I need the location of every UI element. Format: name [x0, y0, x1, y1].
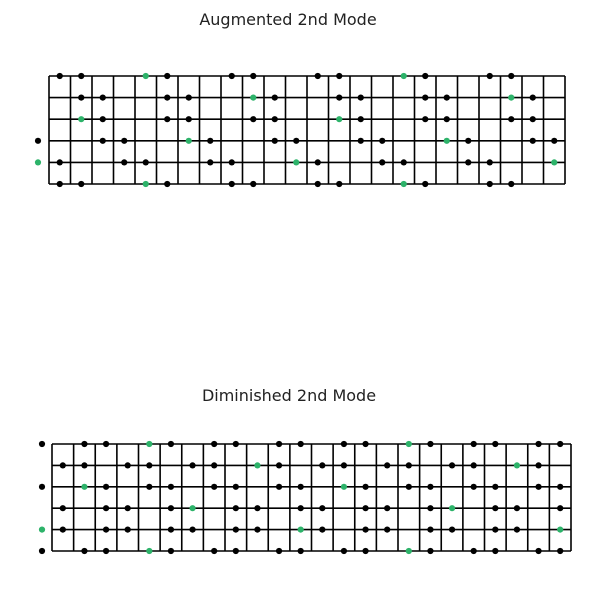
- scale-note-dot: [492, 505, 498, 511]
- open-note-dot: [39, 548, 45, 554]
- scale-note-dot: [100, 116, 106, 122]
- scale-note-dot: [57, 73, 63, 79]
- root-note-dot: [189, 505, 195, 511]
- scale-note-dot: [233, 505, 239, 511]
- scale-note-dot: [60, 527, 66, 533]
- scale-note-dot: [233, 484, 239, 490]
- root-note-dot: [298, 527, 304, 533]
- scale-note-dot: [233, 441, 239, 447]
- scale-note-dot: [557, 505, 563, 511]
- scale-note-dot: [164, 116, 170, 122]
- scale-note-dot: [362, 548, 368, 554]
- scale-note-dot: [336, 95, 342, 101]
- root-note-dot: [444, 138, 450, 144]
- scale-note-dot: [401, 159, 407, 165]
- scale-note-dot: [557, 548, 563, 554]
- scale-note-dot: [207, 138, 213, 144]
- scale-note-dot: [492, 441, 498, 447]
- scale-note-dot: [471, 462, 477, 468]
- scale-note-dot: [211, 462, 217, 468]
- scale-note-dot: [379, 159, 385, 165]
- scale-note-dot: [164, 181, 170, 187]
- scale-note-dot: [81, 462, 87, 468]
- root-note-dot: [336, 116, 342, 122]
- scale-note-dot: [298, 484, 304, 490]
- scale-note-dot: [168, 527, 174, 533]
- scale-note-dot: [487, 159, 493, 165]
- open-note-dot: [35, 138, 41, 144]
- scale-note-dot: [341, 462, 347, 468]
- scale-note-dot: [293, 138, 299, 144]
- scale-note-dot: [103, 484, 109, 490]
- scale-note-dot: [422, 73, 428, 79]
- scale-note-dot: [103, 527, 109, 533]
- scale-note-dot: [384, 505, 390, 511]
- scale-note-dot: [164, 73, 170, 79]
- scale-note-dot: [186, 116, 192, 122]
- scale-note-dot: [535, 462, 541, 468]
- open-root-note-dot: [35, 159, 41, 165]
- scale-note-dot: [358, 138, 364, 144]
- scale-note-dot: [100, 138, 106, 144]
- scale-note-dot: [406, 462, 412, 468]
- scale-note-dot: [508, 116, 514, 122]
- scale-note-dot: [530, 138, 536, 144]
- scale-note-dot: [121, 138, 127, 144]
- root-note-dot: [551, 159, 557, 165]
- scale-note-dot: [508, 73, 514, 79]
- scale-note-dot: [276, 484, 282, 490]
- scale-note-dot: [535, 484, 541, 490]
- scale-note-dot: [211, 548, 217, 554]
- scale-note-dot: [298, 548, 304, 554]
- root-note-dot: [186, 138, 192, 144]
- scale-note-dot: [422, 116, 428, 122]
- scale-note-dot: [298, 441, 304, 447]
- scale-note-dot: [100, 95, 106, 101]
- scale-note-dot: [57, 159, 63, 165]
- root-note-dot: [341, 484, 347, 490]
- root-note-dot: [143, 181, 149, 187]
- scale-note-dot: [336, 73, 342, 79]
- fretboard-diminished-2nd-mode: [0, 432, 600, 572]
- scale-note-dot: [276, 462, 282, 468]
- scale-note-dot: [211, 484, 217, 490]
- scale-note-dot: [60, 505, 66, 511]
- scale-note-dot: [449, 462, 455, 468]
- scale-note-dot: [422, 95, 428, 101]
- scale-note-dot: [189, 527, 195, 533]
- scale-note-dot: [272, 116, 278, 122]
- scale-note-dot: [362, 441, 368, 447]
- scale-note-dot: [272, 138, 278, 144]
- scale-note-dot: [211, 441, 217, 447]
- scale-note-dot: [557, 484, 563, 490]
- scale-note-dot: [358, 95, 364, 101]
- scale-note-dot: [444, 116, 450, 122]
- root-note-dot: [146, 548, 152, 554]
- scale-note-dot: [406, 484, 412, 490]
- root-note-dot: [508, 95, 514, 101]
- scale-note-dot: [250, 116, 256, 122]
- scale-note-dot: [233, 527, 239, 533]
- scale-note-dot: [535, 441, 541, 447]
- scale-note-dot: [319, 527, 325, 533]
- scale-note-dot: [319, 462, 325, 468]
- scale-note-dot: [358, 116, 364, 122]
- scale-note-dot: [233, 548, 239, 554]
- scale-note-dot: [530, 116, 536, 122]
- scale-note-dot: [379, 138, 385, 144]
- root-note-dot: [401, 73, 407, 79]
- scale-note-dot: [427, 484, 433, 490]
- scale-note-dot: [78, 73, 84, 79]
- scale-note-dot: [254, 505, 260, 511]
- scale-note-dot: [229, 73, 235, 79]
- scale-note-dot: [207, 159, 213, 165]
- scale-note-dot: [57, 181, 63, 187]
- scale-note-dot: [250, 73, 256, 79]
- scale-note-dot: [298, 505, 304, 511]
- scale-note-dot: [125, 527, 131, 533]
- scale-note-dot: [78, 181, 84, 187]
- scale-note-dot: [315, 181, 321, 187]
- scale-note-dot: [168, 548, 174, 554]
- scale-note-dot: [168, 484, 174, 490]
- scale-note-dot: [103, 548, 109, 554]
- scale-note-dot: [362, 505, 368, 511]
- open-root-note-dot: [39, 527, 45, 533]
- scale-note-dot: [81, 441, 87, 447]
- root-note-dot: [146, 441, 152, 447]
- scale-note-dot: [250, 181, 256, 187]
- scale-note-dot: [557, 441, 563, 447]
- scale-note-dot: [146, 462, 152, 468]
- scale-note-dot: [492, 484, 498, 490]
- scale-note-dot: [427, 441, 433, 447]
- scale-note-dot: [336, 181, 342, 187]
- scale-note-dot: [487, 181, 493, 187]
- scale-note-dot: [229, 181, 235, 187]
- scale-note-dot: [315, 73, 321, 79]
- scale-note-dot: [427, 527, 433, 533]
- scale-note-dot: [465, 159, 471, 165]
- root-note-dot: [449, 505, 455, 511]
- scale-note-dot: [384, 527, 390, 533]
- scale-note-dot: [103, 441, 109, 447]
- root-note-dot: [514, 462, 520, 468]
- scale-note-dot: [471, 548, 477, 554]
- scale-note-dot: [143, 159, 149, 165]
- open-note-dot: [39, 441, 45, 447]
- scale-note-dot: [530, 95, 536, 101]
- scale-note-dot: [471, 484, 477, 490]
- scale-note-dot: [319, 505, 325, 511]
- open-note-dot: [39, 484, 45, 490]
- diagram-title-augmented-2nd-mode: Augmented 2nd Mode: [199, 10, 377, 29]
- scale-note-dot: [465, 138, 471, 144]
- scale-note-dot: [471, 441, 477, 447]
- scale-note-dot: [514, 527, 520, 533]
- scale-note-dot: [551, 138, 557, 144]
- scale-note-dot: [189, 462, 195, 468]
- scale-note-dot: [444, 95, 450, 101]
- scale-note-dot: [60, 462, 66, 468]
- root-note-dot: [406, 441, 412, 447]
- scale-note-dot: [341, 548, 347, 554]
- scale-note-dot: [514, 505, 520, 511]
- scale-note-dot: [422, 181, 428, 187]
- scale-note-dot: [508, 181, 514, 187]
- scale-note-dot: [125, 505, 131, 511]
- scale-note-dot: [427, 548, 433, 554]
- scale-note-dot: [315, 159, 321, 165]
- scale-note-dot: [164, 95, 170, 101]
- root-note-dot: [78, 116, 84, 122]
- scale-note-dot: [146, 484, 152, 490]
- scale-note-dot: [276, 548, 282, 554]
- scale-note-dot: [341, 441, 347, 447]
- scale-note-dot: [81, 548, 87, 554]
- scale-note-dot: [272, 95, 278, 101]
- root-note-dot: [254, 462, 260, 468]
- root-note-dot: [557, 527, 563, 533]
- root-note-dot: [401, 181, 407, 187]
- root-note-dot: [250, 95, 256, 101]
- scale-note-dot: [121, 159, 127, 165]
- root-note-dot: [406, 548, 412, 554]
- scale-note-dot: [492, 548, 498, 554]
- scale-note-dot: [254, 527, 260, 533]
- scale-note-dot: [168, 505, 174, 511]
- scale-note-dot: [125, 462, 131, 468]
- scale-note-dot: [276, 441, 282, 447]
- root-note-dot: [143, 73, 149, 79]
- diagram-title-diminished-2nd-mode: Diminished 2nd Mode: [201, 386, 377, 405]
- scale-note-dot: [78, 95, 84, 101]
- scale-note-dot: [186, 95, 192, 101]
- root-note-dot: [293, 159, 299, 165]
- scale-note-dot: [535, 548, 541, 554]
- scale-note-dot: [487, 73, 493, 79]
- scale-note-dot: [168, 441, 174, 447]
- scale-note-dot: [362, 484, 368, 490]
- scale-note-dot: [427, 505, 433, 511]
- scale-note-dot: [449, 527, 455, 533]
- scale-note-dot: [362, 527, 368, 533]
- root-note-dot: [81, 484, 87, 490]
- scale-note-dot: [384, 462, 390, 468]
- fretboard-augmented-2nd-mode: [0, 60, 600, 200]
- scale-note-dot: [103, 505, 109, 511]
- scale-note-dot: [492, 527, 498, 533]
- scale-note-dot: [229, 159, 235, 165]
